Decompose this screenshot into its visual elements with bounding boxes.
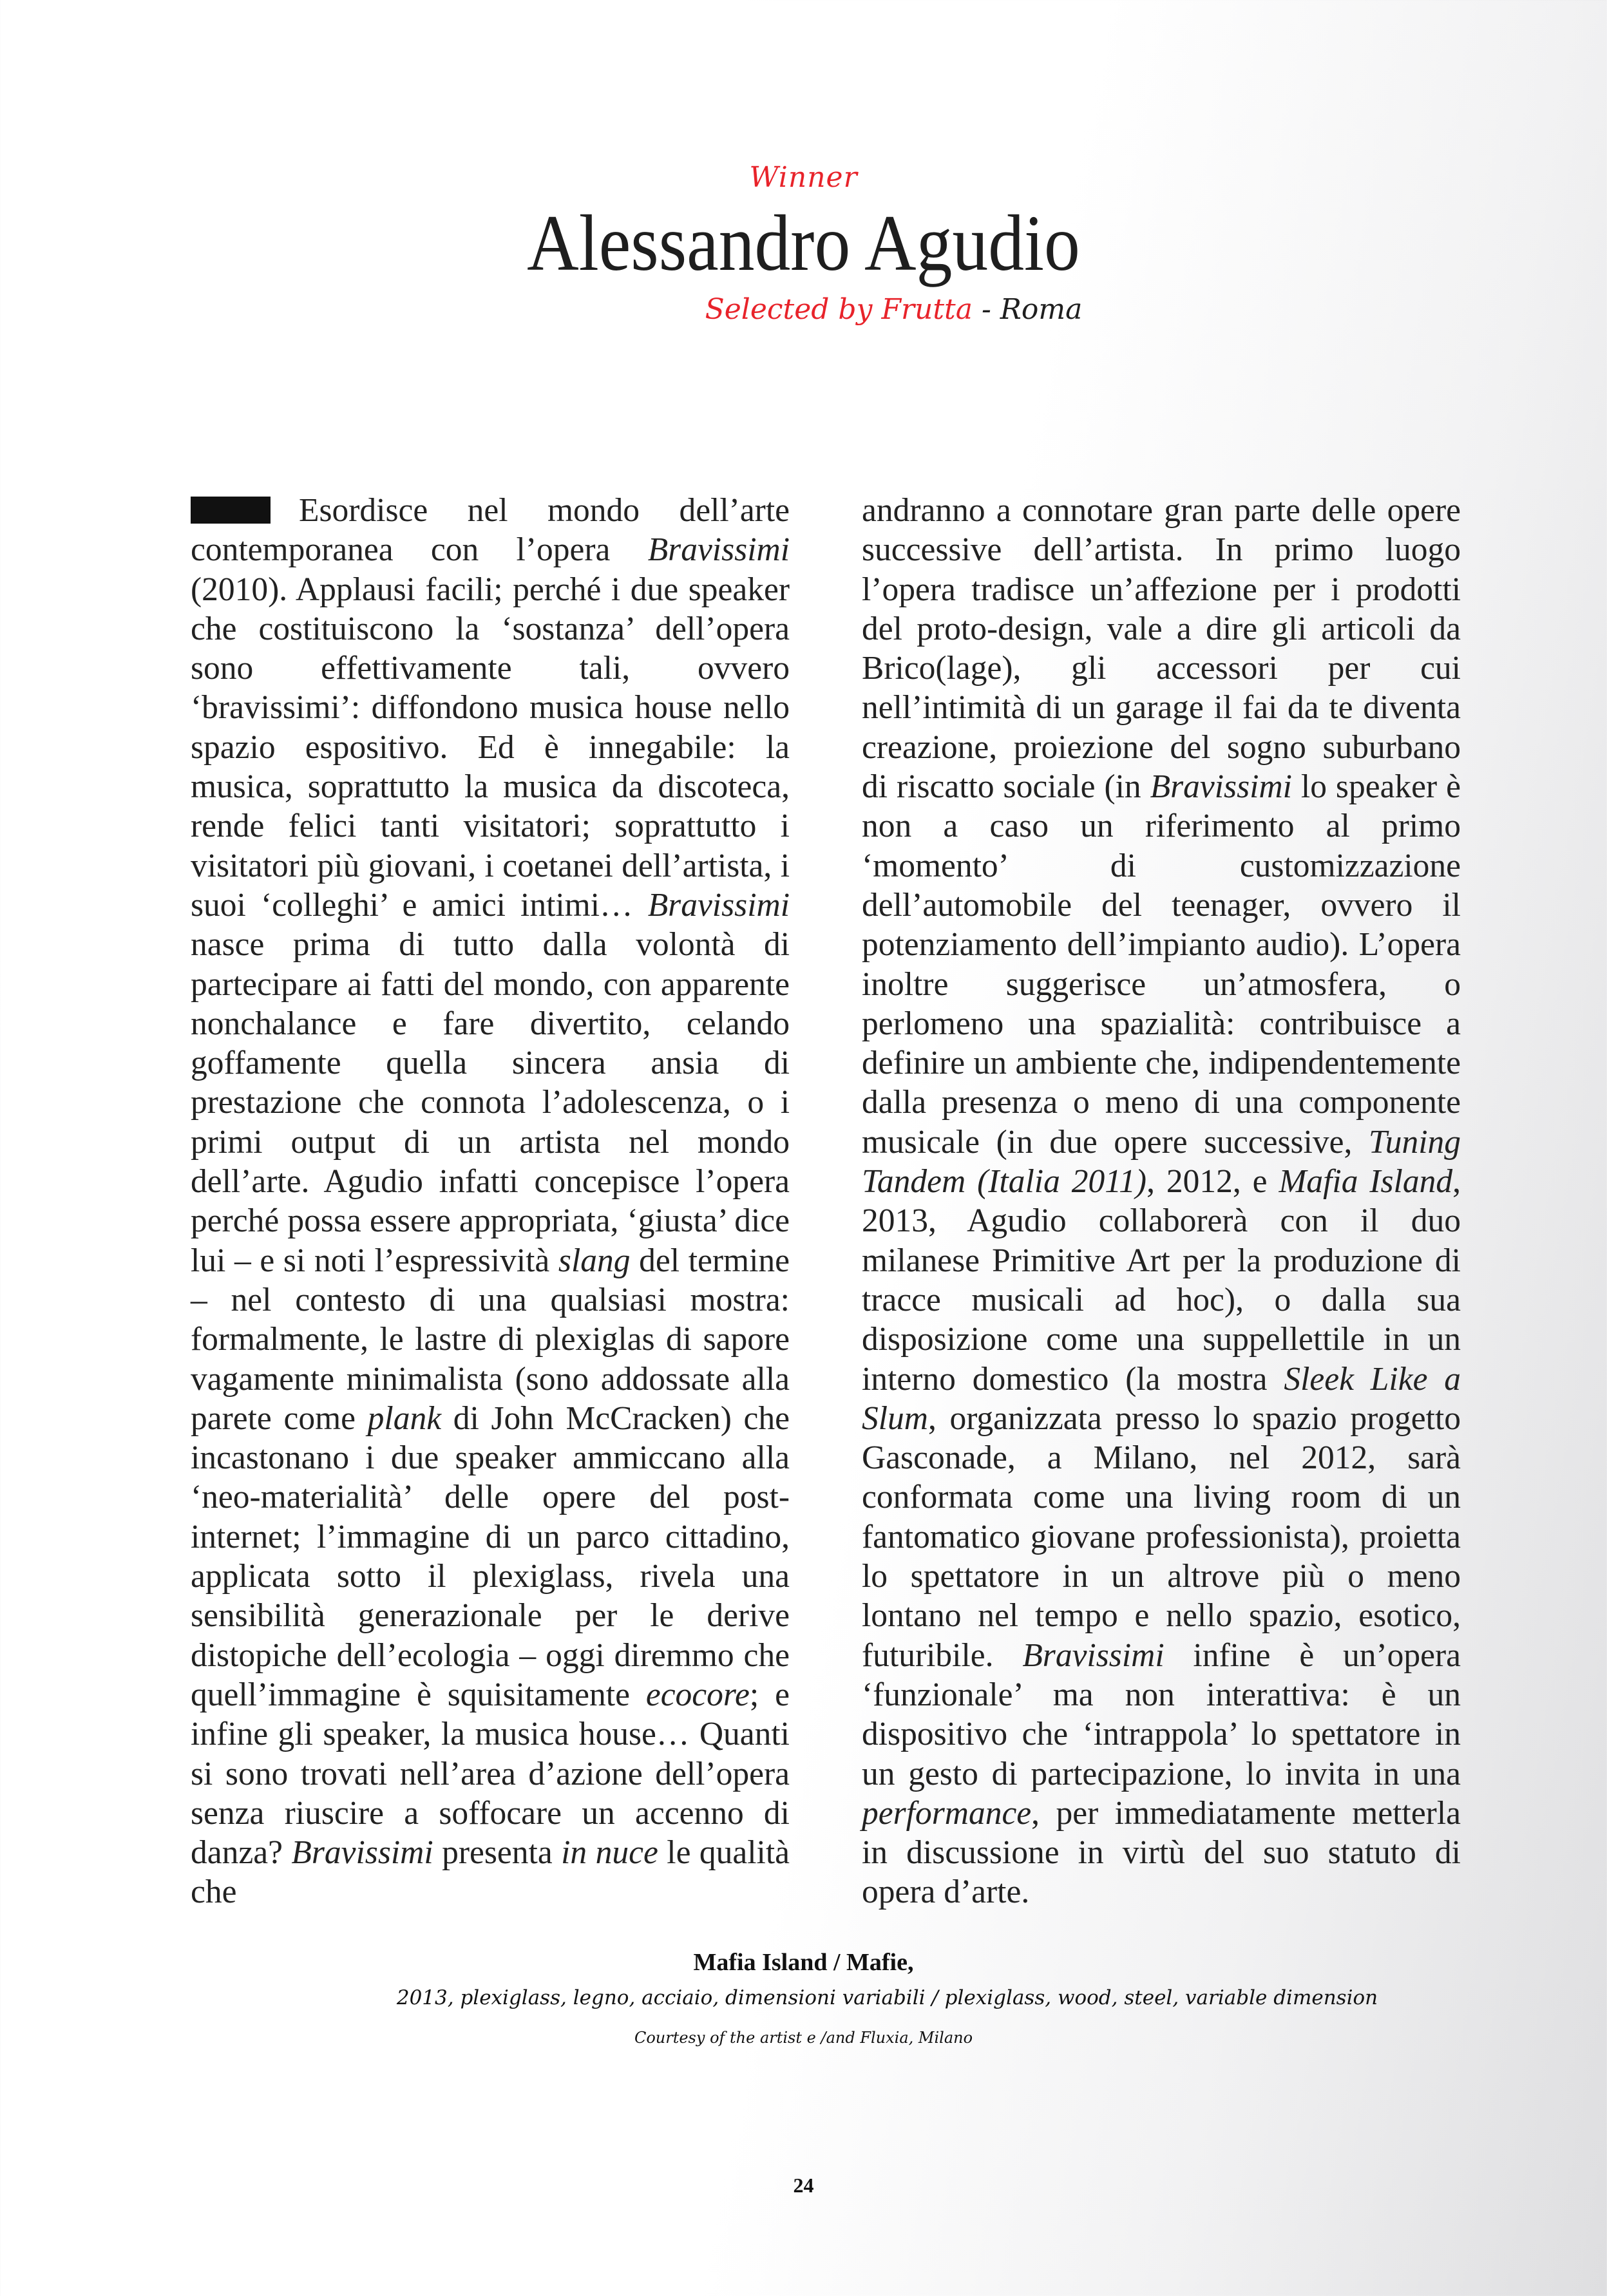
text-run: , 2013, Agudio collaborerà con il duo milanese Primitive Art per la produzione di tracce musicali ad hoc), o dalla sua disposizione come una suppellettile in un interno domestico (la mostra xyxy=(862,1163,1461,1398)
caption-courtesy: Courtesy of the artist e /and Fluxia, Milano xyxy=(634,2029,973,2047)
text-run: lo speaker è non a caso un riferimento al primo ‘momento’ di customizzazione dell’automobile del teenager, ovvero il potenziamento dell’impianto audio). L’opera inoltre suggerisce un’atmosfera, o perlomeno una spazialità: contribuisce a definire un ambiente che, indipendentemente dalla presenza o meno di una componente musicale (in due opere successive, xyxy=(862,768,1461,1161)
page-number: 24 xyxy=(793,2174,814,2197)
text-run: nasce prima di tutto dalla volontà di partecipare ai fatti del mondo, con apparente nonchalance e fare divertito, celando goffamente quella sincera ansia di prestazione che connota l’adolescenza, o i primi output di un artista nel mondo dell’arte. Agudio infatti concepisce l’opera perché possa essere appropriata, ‘giusta’ dice lui – e si noti l’espressività xyxy=(191,926,790,1279)
text-run: del termine – nel contesto di una qualsiasi mostra: formalmente, le lastre di plexiglas di sapore vagamente minimalista (sono addossate alla parete come xyxy=(191,1242,790,1437)
paragraph xyxy=(862,491,1461,1912)
italic-run: Bravissimi xyxy=(647,531,790,569)
text-run: di John McCracken) che incastonano i due speaker ammiccano alla ‘neo-materialità’ delle opere del post-internet; l’immagine di un parco cittadino, applicata sotto il plexiglass, rivela una sensibilità generazionale per le derive distopiche dell’ecologia – oggi diremmo che quell’immagine è squisitamente xyxy=(191,1399,790,1713)
italic-run: ecocore xyxy=(645,1676,750,1713)
article-column-left xyxy=(191,491,790,1912)
artist-name: Alessandro Agudio xyxy=(527,199,1080,287)
text-run: , per immediatamente metterla in discussione in virtù del suo statuto di opera d’arte. xyxy=(862,1794,1461,1911)
italic-run: Mafia Island xyxy=(1279,1163,1453,1200)
italic-run: slang xyxy=(558,1242,631,1279)
text-run: andranno a connotare gran parte delle opere successive dell’artista. In primo luogo l’opera tradisce un’affezione per i prodotti del proto-design, vale a dire gli articoli da Brico(lage), gli accessori per cui nell’intimità di un garage il fai da te diventa creazione, proiezione del sogno suburbano di riscatto sociale (in xyxy=(862,492,1461,806)
text-run: infine è un’opera ‘funzionale’ ma non interattiva: è un dispositivo che ‘intrappola’ lo spettatore in un gesto di partecipazione, lo invita in una xyxy=(862,1637,1461,1792)
text-run: ; e infine gli speaker, la musica house… Quanti si sono trovati nell’area d’azione dell’opera senza riuscire a soffocare un accenno di danza? xyxy=(191,1676,790,1872)
italic-run: in nuce xyxy=(561,1834,658,1872)
paragraph xyxy=(191,491,790,1912)
text-run: presenta xyxy=(433,1834,562,1872)
selected-by-text: Selected by Frutta xyxy=(705,293,973,327)
text-run: le qualità che xyxy=(191,1834,790,1911)
article-column-right xyxy=(862,491,1461,1912)
text-run: (2010). Applausi facili; perché i due speaker che costituiscono la ‘sostanza’ dell’opera sono effettivamente tali, ovvero ‘bravissimi’: diffondono musica house nello spazio espositivo. Ed è innegabile: la musica, soprattutto la musica da discoteca, rende felici tanti visitatori; soprattutto i visitatori più giovani, i coetanei dell’artista, i suoi ‘colleghi’ e amici intimi… xyxy=(191,571,790,924)
italic-run: Bravissimi xyxy=(1022,1637,1165,1674)
italic-run: performance xyxy=(862,1794,1032,1832)
text-run: , 2012, e xyxy=(1146,1163,1279,1200)
italic-run: Sleek Like a Slum xyxy=(862,1360,1461,1437)
caption-title: Mafia Island / Mafie, xyxy=(693,1949,914,1976)
text-run: Esordisce nel mondo dell’arte contemporanea con l’opera xyxy=(191,492,790,569)
text-run: , organizzata presso lo spazio progetto Gasconade, a Milano, nel 2012, sarà conformata come una living room di un fantomatico giovane professionista), proietta lo spettatore in un altrove più o meno lontano nel tempo e nello spazio, esotico, futuribile. xyxy=(862,1399,1461,1674)
location: Roma xyxy=(1000,293,1083,327)
page-header xyxy=(0,161,1607,326)
redaction-block xyxy=(191,497,271,524)
italic-run: Tuning Tandem (Italia 2011) xyxy=(862,1123,1461,1200)
separator: - xyxy=(972,293,1000,327)
italic-run: Bravissimi xyxy=(291,1834,433,1872)
italic-run: Bravissimi xyxy=(647,886,790,924)
award-label: Winner xyxy=(749,161,858,194)
italic-run: Bravissimi xyxy=(1150,768,1292,806)
caption-details: 2013, plexiglass, legno, acciaio, dimensioni variabili / plexiglass, wood, steel, variable dimension xyxy=(396,1986,1378,2009)
selected-by-line xyxy=(0,293,1607,326)
italic-run: plank xyxy=(367,1399,442,1437)
